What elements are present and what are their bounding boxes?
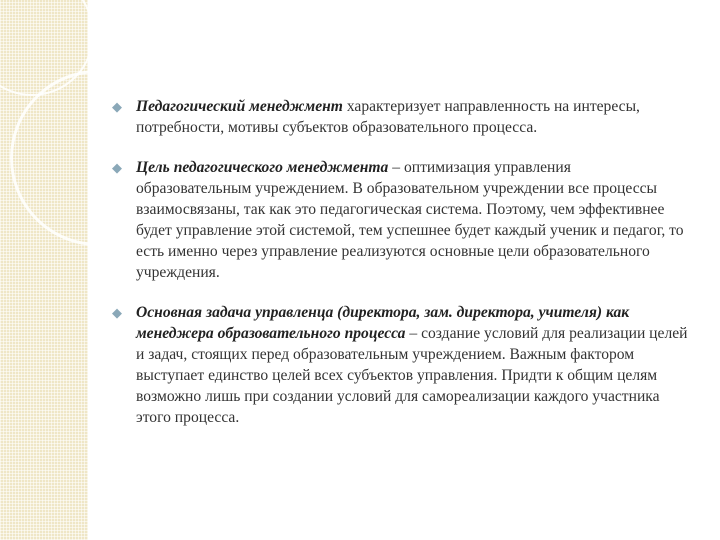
item-text: – создание условий для реализации целей и задач, стоящих перед образовательным учреждением. Важным фактором выступает единство целей всех субъектов управления. Придти к общим целям возможно лишь при создании условий для самореализации каждого участника этого процесса. [136,325,688,426]
item-emphasis: Педагогический менеджмент [136,98,343,115]
list-item [110,96,690,138]
decorative-circle [10,70,88,246]
diamond-bullet-icon: ◆ [112,99,122,114]
diamond-bullet-icon: ◆ [112,305,122,320]
list-item [110,302,690,428]
item-text: характеризует направленность на интересы, потребности, мотивы субъектов образовательного процесса. [136,98,640,136]
item-text: – оптимизация управления образовательным учреждением. В образовательном учреждении все процессы взаимосвязаны, так как это педагогическая система. Поэтому, чем эффективнее будет управление этой системой, тем успешнее будет каждый ученик и педагог, то есть именно через управление реализуются основные цели образовательного учреждения. [136,159,684,281]
bullet-list [110,96,690,428]
list-item [110,157,690,283]
diamond-bullet-icon: ◆ [112,160,122,175]
decorative-side-band [0,0,88,540]
item-emphasis: Цель педагогического менеджмента [136,159,389,176]
item-emphasis: Основная задача управленца (директора, зам. директора, учителя) как менеджера образовательного процесса [136,304,630,342]
